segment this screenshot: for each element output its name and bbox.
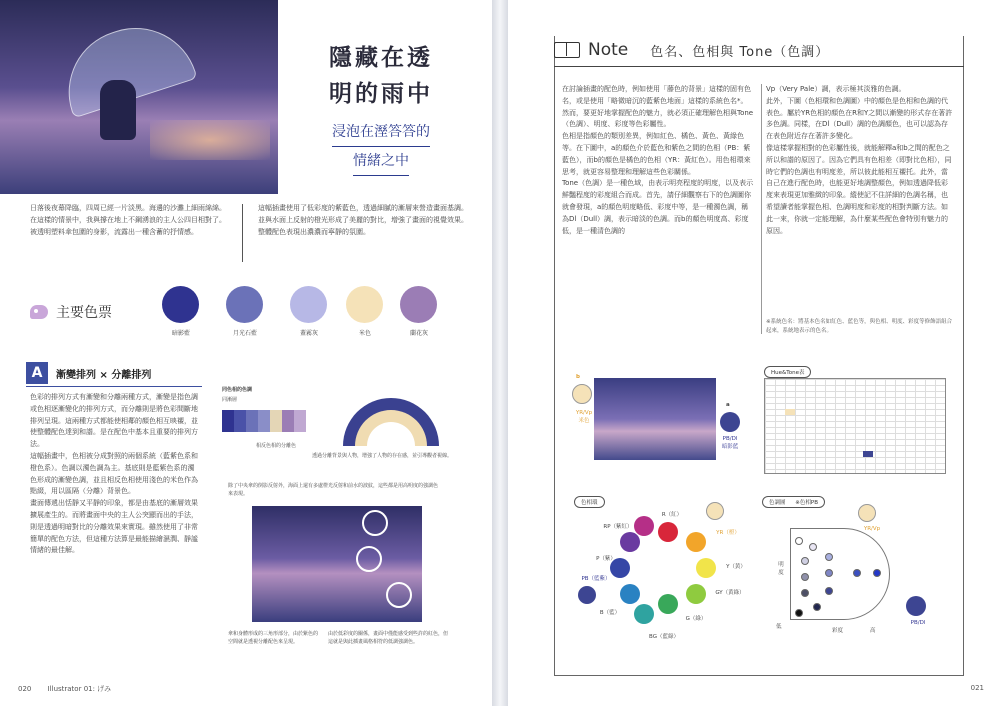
wheel-label-gy: GY（黃綠） <box>715 590 745 596</box>
page-title: 隱藏在透 明的雨中 <box>329 44 433 107</box>
annotated-illustration <box>252 506 422 622</box>
palette-icon <box>30 305 48 319</box>
intro-paragraph-1: 日落後夜幕降臨，四周已經一片淡黑。海邊的沙灘上細雨綿綿。在這樣的情景中，我與撐在地上不鋼湧浪的主人公四目相對了。被透明塑料傘包圍的身影，流露出一種含蓄的抒情感。 <box>30 204 226 236</box>
intro-paragraph-2: 這幅插畫使用了低彩度的紫藍色，透過細膩的漸層來營造畫面基調。並與水面上反射的橙光形成了美麗的對比，增強了畫面的視覺效果。整體配色表現出濃濃而寧靜的氛圍。 <box>258 204 468 236</box>
tone-w <box>795 537 803 545</box>
arc-caption: 透過分離背景與人物，增強了人物的存在感，並引導觀者視線。 <box>312 453 453 459</box>
wheel-label-r: R（紅） <box>661 512 683 518</box>
highlight-ring-3 <box>386 582 412 608</box>
tone-axis-high: 高 <box>870 628 876 634</box>
right-page <box>508 0 1000 706</box>
wheel-label-rp: RP（紫紅） <box>603 524 633 530</box>
page-subtitle: 浸泡在溼答答的 情緒之中 <box>296 118 466 176</box>
tone-s <box>853 569 861 577</box>
strip-caption: 相反色相的分離色 <box>256 443 297 449</box>
section-a-body: 色彩的排列方式有漸變和分離兩種方式，漸變是指色調或色相逐漸變化的排列方式，而分離則是將色彩間斷地排列呈現。這兩種方式都能使相鄰的顏色相互映襯，並使整體配色達到和諧。是在配色中基本且重要的排列方法。 這幅插畫中，色相被分成對照的兩個系統（藍紫色系和橙色系）。色調以濁色調為主。基底則是藍紫色系的濁色形成的漸變色調，並且相反色相使用淺色的米色作為點綴，用以區隔（分離）背景色。 畫面傳遞出恬靜又平靜的印象，都是由基底的漸層效果擴展產生的。而將畫面中央的主人公突顯而出的手法，則是透過明暗對比的分離效果來實現。雖然使用了非常簡單的配色方法，但這種方法算是最能描繪濕潤、靜謐情緒的最佳解。 <box>30 393 198 555</box>
tone-pb-dl: PB/Dl <box>910 620 926 626</box>
light-reflection <box>150 120 270 160</box>
grid-cell-b <box>785 409 795 415</box>
sample-dot-a <box>720 412 740 432</box>
photo-caption-top: 除了中央傘的倒影反射外，海面上還有多處橙光反射和前水的波紋，這些都是用高明度的強調色來表現。 <box>228 483 439 497</box>
hue-gy <box>686 584 706 604</box>
wheel-label-y: Y（黃） <box>726 564 746 570</box>
hue-r <box>658 522 678 542</box>
label-a: a <box>726 402 730 408</box>
swatch-label-1: 暗影藍 <box>171 330 190 337</box>
note-column-2: Vp（Very Pale）調，表示極其淡雅的色調。 此外，下圖（色相環和色調圖）中的顏色是色相和色調的代表色。屬於YR色相的顏色在R和Y之間以漸變的形式存在著許多色調。同樣，在Dl（Dull）調的色調顏色，也可以認為存在表色附近存在著許多變化。 像這樣掌握相對的色彩屬性後，就能解釋a和b之間的配色之所以和諧的原因了。因為它們具有色相差（即對比色相），同時它們的色調也有明度差，所以彼此能相互襯托。此外，當自己在進行配色時，也能更好地調整顏色，例如透過降低彩度來表現更加雅緻的印象。縱使記不住詳細的色調名稱，也希望讀者能掌握色相、色調明度和彩度的相對判斷方法。如此一來，你就一定能理解，為什麼某些配色會特別有魅力的原因。 <box>766 85 953 235</box>
page-number-left: 020 <box>18 685 32 693</box>
tone-sample-a <box>906 596 926 616</box>
hue-tone-grid <box>764 378 946 474</box>
note-word: Note <box>588 40 629 60</box>
tone-v <box>873 569 881 577</box>
footer-left <box>18 684 111 694</box>
strip-cell-6 <box>282 410 294 432</box>
tone-sf <box>825 569 833 577</box>
hue-bg <box>634 604 654 624</box>
book-gutter <box>492 0 508 706</box>
caption-accent: 由於低彩度的關係，畫面中僅能感受到些許的紅色，但這就是與此插畫風格相符的低調強調色。 <box>328 631 449 645</box>
tag-hue-wheel: 色相環 <box>574 496 605 508</box>
tone-axis-label: 明度 <box>778 562 784 576</box>
column-divider <box>761 84 762 334</box>
strip-cell-5 <box>270 410 282 432</box>
figure-silhouette <box>100 80 136 140</box>
tone-yr-vp: YR/Vp <box>863 526 881 532</box>
swatch-label-2: 月光石藍 <box>232 330 257 337</box>
tone-vp <box>809 543 817 551</box>
tone-dgr <box>801 589 809 597</box>
wheel-sample-b <box>706 502 724 520</box>
swatch-2 <box>226 286 263 323</box>
label-b: b <box>576 374 580 380</box>
strip-cell-1 <box>222 410 234 432</box>
tone-bk <box>795 609 803 617</box>
photo-label-pb: PB/Dl 暗影藍 <box>721 436 739 450</box>
wheel-label-b: B（藍） <box>599 610 621 616</box>
strip-cell-3 <box>246 410 258 432</box>
swatch-4 <box>346 286 383 323</box>
hero-illustration <box>0 0 278 194</box>
strip-cell-2 <box>234 410 246 432</box>
tone-chart <box>790 528 890 620</box>
page-number-right: 021 <box>970 684 984 692</box>
book-icon <box>554 42 580 58</box>
section-underline <box>26 386 202 387</box>
swatch-1 <box>162 286 199 323</box>
divider <box>242 204 243 262</box>
section-badge: A <box>26 362 48 384</box>
highlight-ring-2 <box>356 546 382 572</box>
hue-y <box>696 558 716 578</box>
tone-dk <box>813 603 821 611</box>
section-title: 漸變排列 × 分離排列 <box>56 369 152 381</box>
tone-chroma-label: 彩度 <box>832 628 844 634</box>
example-illustration <box>594 378 716 460</box>
hue-g <box>658 594 678 614</box>
footnote: ※系統色名：將基本色名如紅色、藍色等，與色相、明度、彩度等修飾語組合起來，系統地表示的色名。 <box>766 319 953 334</box>
highlight-ring-1 <box>362 510 388 536</box>
swatch-label-5: 蘭花灰 <box>409 330 428 337</box>
swatch-5 <box>400 286 437 323</box>
wheel-sample-a <box>578 586 596 604</box>
wheel-label-bg: BG（藍綠） <box>649 634 679 640</box>
section-a-heading <box>26 362 151 384</box>
strip-cell-4 <box>258 410 270 432</box>
palette-heading: 主要色票 <box>30 302 112 322</box>
hue-yr <box>686 532 706 552</box>
note-header <box>554 40 964 67</box>
tone-sample-b <box>858 504 876 522</box>
left-page <box>0 0 492 706</box>
grid-cell-a <box>863 451 873 457</box>
note-column-1: 在討論插畫的配色時，例如使用「藤色的背景」這樣的固有色名，或是使用「略微暗沉的藍紫色地面」這樣的系統色名*。然而，要更好地掌握配色的魅力，就必須正確理解色相與Tone（色調）、明度、彩度等色彩屬性。 色相是指顏色的類別差異，例如紅色、橘色、黃色、黃綠色等。在下圖中，a的顏色介於藍色和紫色之間的色相（PB：紫藍色），而b的顏色是橘色的色相（YR：黃紅色）。用色相環來思考，就更容易整理和理解這些色彩關係。 Tone（色調）是一種色域，由表示明亮程度的明度，以及表示鮮豔程度的彩度組合而成。首先，請仔細觀察右下的色調圖你就會發現，a的顏色明度略低、彩度中等，是一種濁色調，稱為Dl（Dull）調，表示暗淡的色調。而b的顏色明度高、彩度低，是一種清色調的 <box>562 85 754 235</box>
sample-dot-b <box>572 384 592 404</box>
strip-cell-7 <box>294 410 306 432</box>
tone-dl <box>825 587 833 595</box>
strip-label-1: 同色相的色調 <box>222 387 253 393</box>
photo-label-yr: YR/Vp 米色 <box>575 410 593 424</box>
strip-label-2: 同漸層 <box>222 397 238 403</box>
book-running-title: Illustrator 01: げみ <box>47 685 112 693</box>
tag-hue-tone: Hue&Tone表 <box>764 366 811 378</box>
wheel-label-p: P（紫） <box>596 556 616 562</box>
hue-b <box>620 584 640 604</box>
swatch-label-3: 蓋霧灰 <box>299 330 318 337</box>
wheel-label-g: G（綠） <box>685 616 707 622</box>
tone-axis-low: 低 <box>776 624 782 630</box>
note-title: 色名、色相與 Tone（色調） <box>650 44 830 60</box>
tone-lt <box>825 553 833 561</box>
caption-triangle: 傘和身體形成的三角形部分，由於紫色的空間就是透視分離配色來呈現。 <box>228 631 319 645</box>
swatch-label-4: 米色 <box>358 330 371 337</box>
wheel-label-yr: YR（橙） <box>716 530 740 536</box>
hue-p <box>620 532 640 552</box>
wheel-label-pb: PB（藍紫） <box>581 576 611 582</box>
gradient-strip <box>222 410 306 432</box>
tag-tone-chart: 色調圖 ※色相PB <box>762 496 825 508</box>
tone-lgr <box>801 557 809 565</box>
tone-mgr <box>801 573 809 581</box>
swatch-3 <box>290 286 327 323</box>
